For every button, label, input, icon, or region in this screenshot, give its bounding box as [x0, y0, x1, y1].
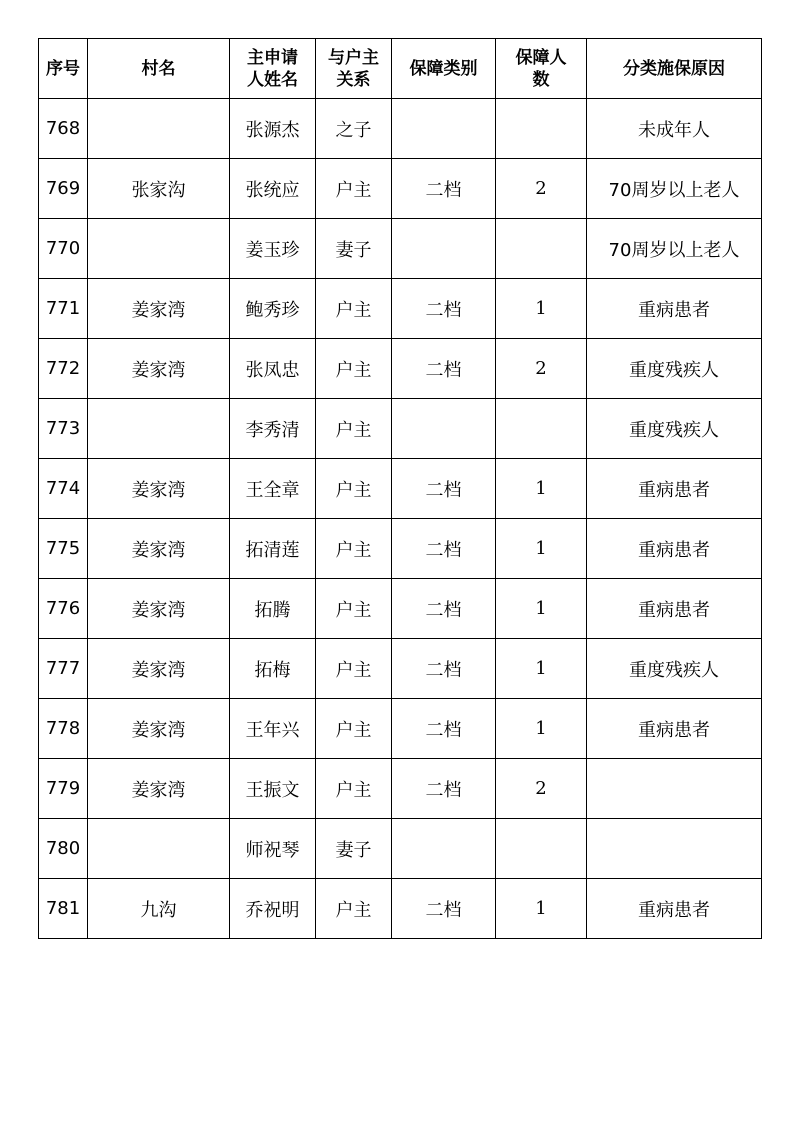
- cell-name: 拓腾: [230, 579, 316, 639]
- cell-count: 2: [496, 339, 587, 399]
- cell-seq: 769: [39, 159, 88, 219]
- table-row: [39, 639, 762, 699]
- table-row: [39, 819, 762, 879]
- cell-relation: 户主: [316, 279, 392, 339]
- cell-count: [496, 399, 587, 459]
- table-row: [39, 339, 762, 399]
- cell-reason: 重病患者: [587, 279, 762, 339]
- cell-relation: 户主: [316, 339, 392, 399]
- cell-relation: 妻子: [316, 819, 392, 879]
- cell-name: 师祝琴: [230, 819, 316, 879]
- cell-count: 1: [496, 699, 587, 759]
- cell-reason: 重度残疾人: [587, 639, 762, 699]
- table-row: [39, 399, 762, 459]
- table-row: [39, 459, 762, 519]
- cell-village: 姜家湾: [88, 699, 230, 759]
- cell-name: 鲍秀珍: [230, 279, 316, 339]
- cell-village: 姜家湾: [88, 339, 230, 399]
- cell-category: [392, 219, 496, 279]
- cell-count: 2: [496, 159, 587, 219]
- table-row: [39, 219, 762, 279]
- cell-category: 二档: [392, 759, 496, 819]
- cell-seq: 781: [39, 879, 88, 939]
- cell-category: 二档: [392, 519, 496, 579]
- cell-count: 1: [496, 519, 587, 579]
- cell-count: 2: [496, 759, 587, 819]
- cell-seq: 776: [39, 579, 88, 639]
- header-reason: 分类施保原因: [587, 39, 762, 99]
- cell-seq: 773: [39, 399, 88, 459]
- cell-relation: 户主: [316, 639, 392, 699]
- cell-name: 王年兴: [230, 699, 316, 759]
- cell-count: 1: [496, 639, 587, 699]
- cell-reason: 重病患者: [587, 579, 762, 639]
- cell-seq: 779: [39, 759, 88, 819]
- cell-reason: 重病患者: [587, 879, 762, 939]
- cell-village: 姜家湾: [88, 279, 230, 339]
- cell-category: 二档: [392, 459, 496, 519]
- header-applicant: 主申请 人姓名: [230, 39, 316, 99]
- cell-seq: 768: [39, 99, 88, 159]
- cell-village: [88, 99, 230, 159]
- cell-name: 王全章: [230, 459, 316, 519]
- cell-relation: 户主: [316, 159, 392, 219]
- table-row: [39, 279, 762, 339]
- cell-reason: 重度残疾人: [587, 399, 762, 459]
- cell-relation: 户主: [316, 399, 392, 459]
- cell-relation: 户主: [316, 759, 392, 819]
- cell-count: 1: [496, 459, 587, 519]
- table-row: [39, 699, 762, 759]
- cell-name: 姜玉珍: [230, 219, 316, 279]
- cell-village: 九沟: [88, 879, 230, 939]
- cell-name: 张源杰: [230, 99, 316, 159]
- cell-category: 二档: [392, 159, 496, 219]
- cell-relation: 户主: [316, 879, 392, 939]
- cell-village: [88, 399, 230, 459]
- cell-reason: 70周岁以上老人: [587, 159, 762, 219]
- cell-category: [392, 819, 496, 879]
- cell-category: 二档: [392, 639, 496, 699]
- cell-reason: 重病患者: [587, 459, 762, 519]
- cell-relation: 妻子: [316, 219, 392, 279]
- cell-count: 1: [496, 279, 587, 339]
- cell-seq: 780: [39, 819, 88, 879]
- cell-name: 王振文: [230, 759, 316, 819]
- cell-name: 拓清莲: [230, 519, 316, 579]
- cell-name: 拓梅: [230, 639, 316, 699]
- cell-reason: 重病患者: [587, 519, 762, 579]
- cell-category: 二档: [392, 879, 496, 939]
- cell-seq: 778: [39, 699, 88, 759]
- cell-village: 姜家湾: [88, 579, 230, 639]
- cell-count: [496, 219, 587, 279]
- cell-reason: 未成年人: [587, 99, 762, 159]
- cell-seq: 775: [39, 519, 88, 579]
- cell-name: 张凤忠: [230, 339, 316, 399]
- cell-name: 乔祝明: [230, 879, 316, 939]
- cell-seq: 777: [39, 639, 88, 699]
- table-row: [39, 759, 762, 819]
- table-row: [39, 879, 762, 939]
- cell-reason: 重病患者: [587, 699, 762, 759]
- cell-village: 姜家湾: [88, 519, 230, 579]
- cell-village: 姜家湾: [88, 639, 230, 699]
- header-category: 保障类别: [392, 39, 496, 99]
- table-row: [39, 519, 762, 579]
- cell-seq: 770: [39, 219, 88, 279]
- cell-relation: 户主: [316, 579, 392, 639]
- cell-relation: 户主: [316, 519, 392, 579]
- cell-reason: [587, 759, 762, 819]
- cell-count: 1: [496, 579, 587, 639]
- header-count: 保障人 数: [496, 39, 587, 99]
- header-seq: 序号: [39, 39, 88, 99]
- cell-seq: 771: [39, 279, 88, 339]
- cell-seq: 772: [39, 339, 88, 399]
- cell-relation: 之子: [316, 99, 392, 159]
- header-row: [39, 39, 762, 99]
- assistance-roster-table: [38, 38, 762, 939]
- cell-village: 姜家湾: [88, 759, 230, 819]
- cell-category: 二档: [392, 699, 496, 759]
- cell-count: 1: [496, 879, 587, 939]
- cell-count: [496, 99, 587, 159]
- cell-reason: [587, 819, 762, 879]
- table-row: [39, 159, 762, 219]
- cell-category: [392, 399, 496, 459]
- cell-category: 二档: [392, 279, 496, 339]
- table-row: [39, 99, 762, 159]
- roster-body: [39, 99, 762, 939]
- header-village: 村名: [88, 39, 230, 99]
- table-row: [39, 579, 762, 639]
- header-relation: 与户主 关系: [316, 39, 392, 99]
- cell-village: [88, 819, 230, 879]
- cell-category: [392, 99, 496, 159]
- cell-village: [88, 219, 230, 279]
- cell-relation: 户主: [316, 459, 392, 519]
- cell-reason: 70周岁以上老人: [587, 219, 762, 279]
- cell-relation: 户主: [316, 699, 392, 759]
- cell-seq: 774: [39, 459, 88, 519]
- cell-village: 张家沟: [88, 159, 230, 219]
- cell-category: 二档: [392, 579, 496, 639]
- cell-name: 李秀清: [230, 399, 316, 459]
- cell-name: 张统应: [230, 159, 316, 219]
- cell-count: [496, 819, 587, 879]
- cell-reason: 重度残疾人: [587, 339, 762, 399]
- cell-village: 姜家湾: [88, 459, 230, 519]
- cell-category: 二档: [392, 339, 496, 399]
